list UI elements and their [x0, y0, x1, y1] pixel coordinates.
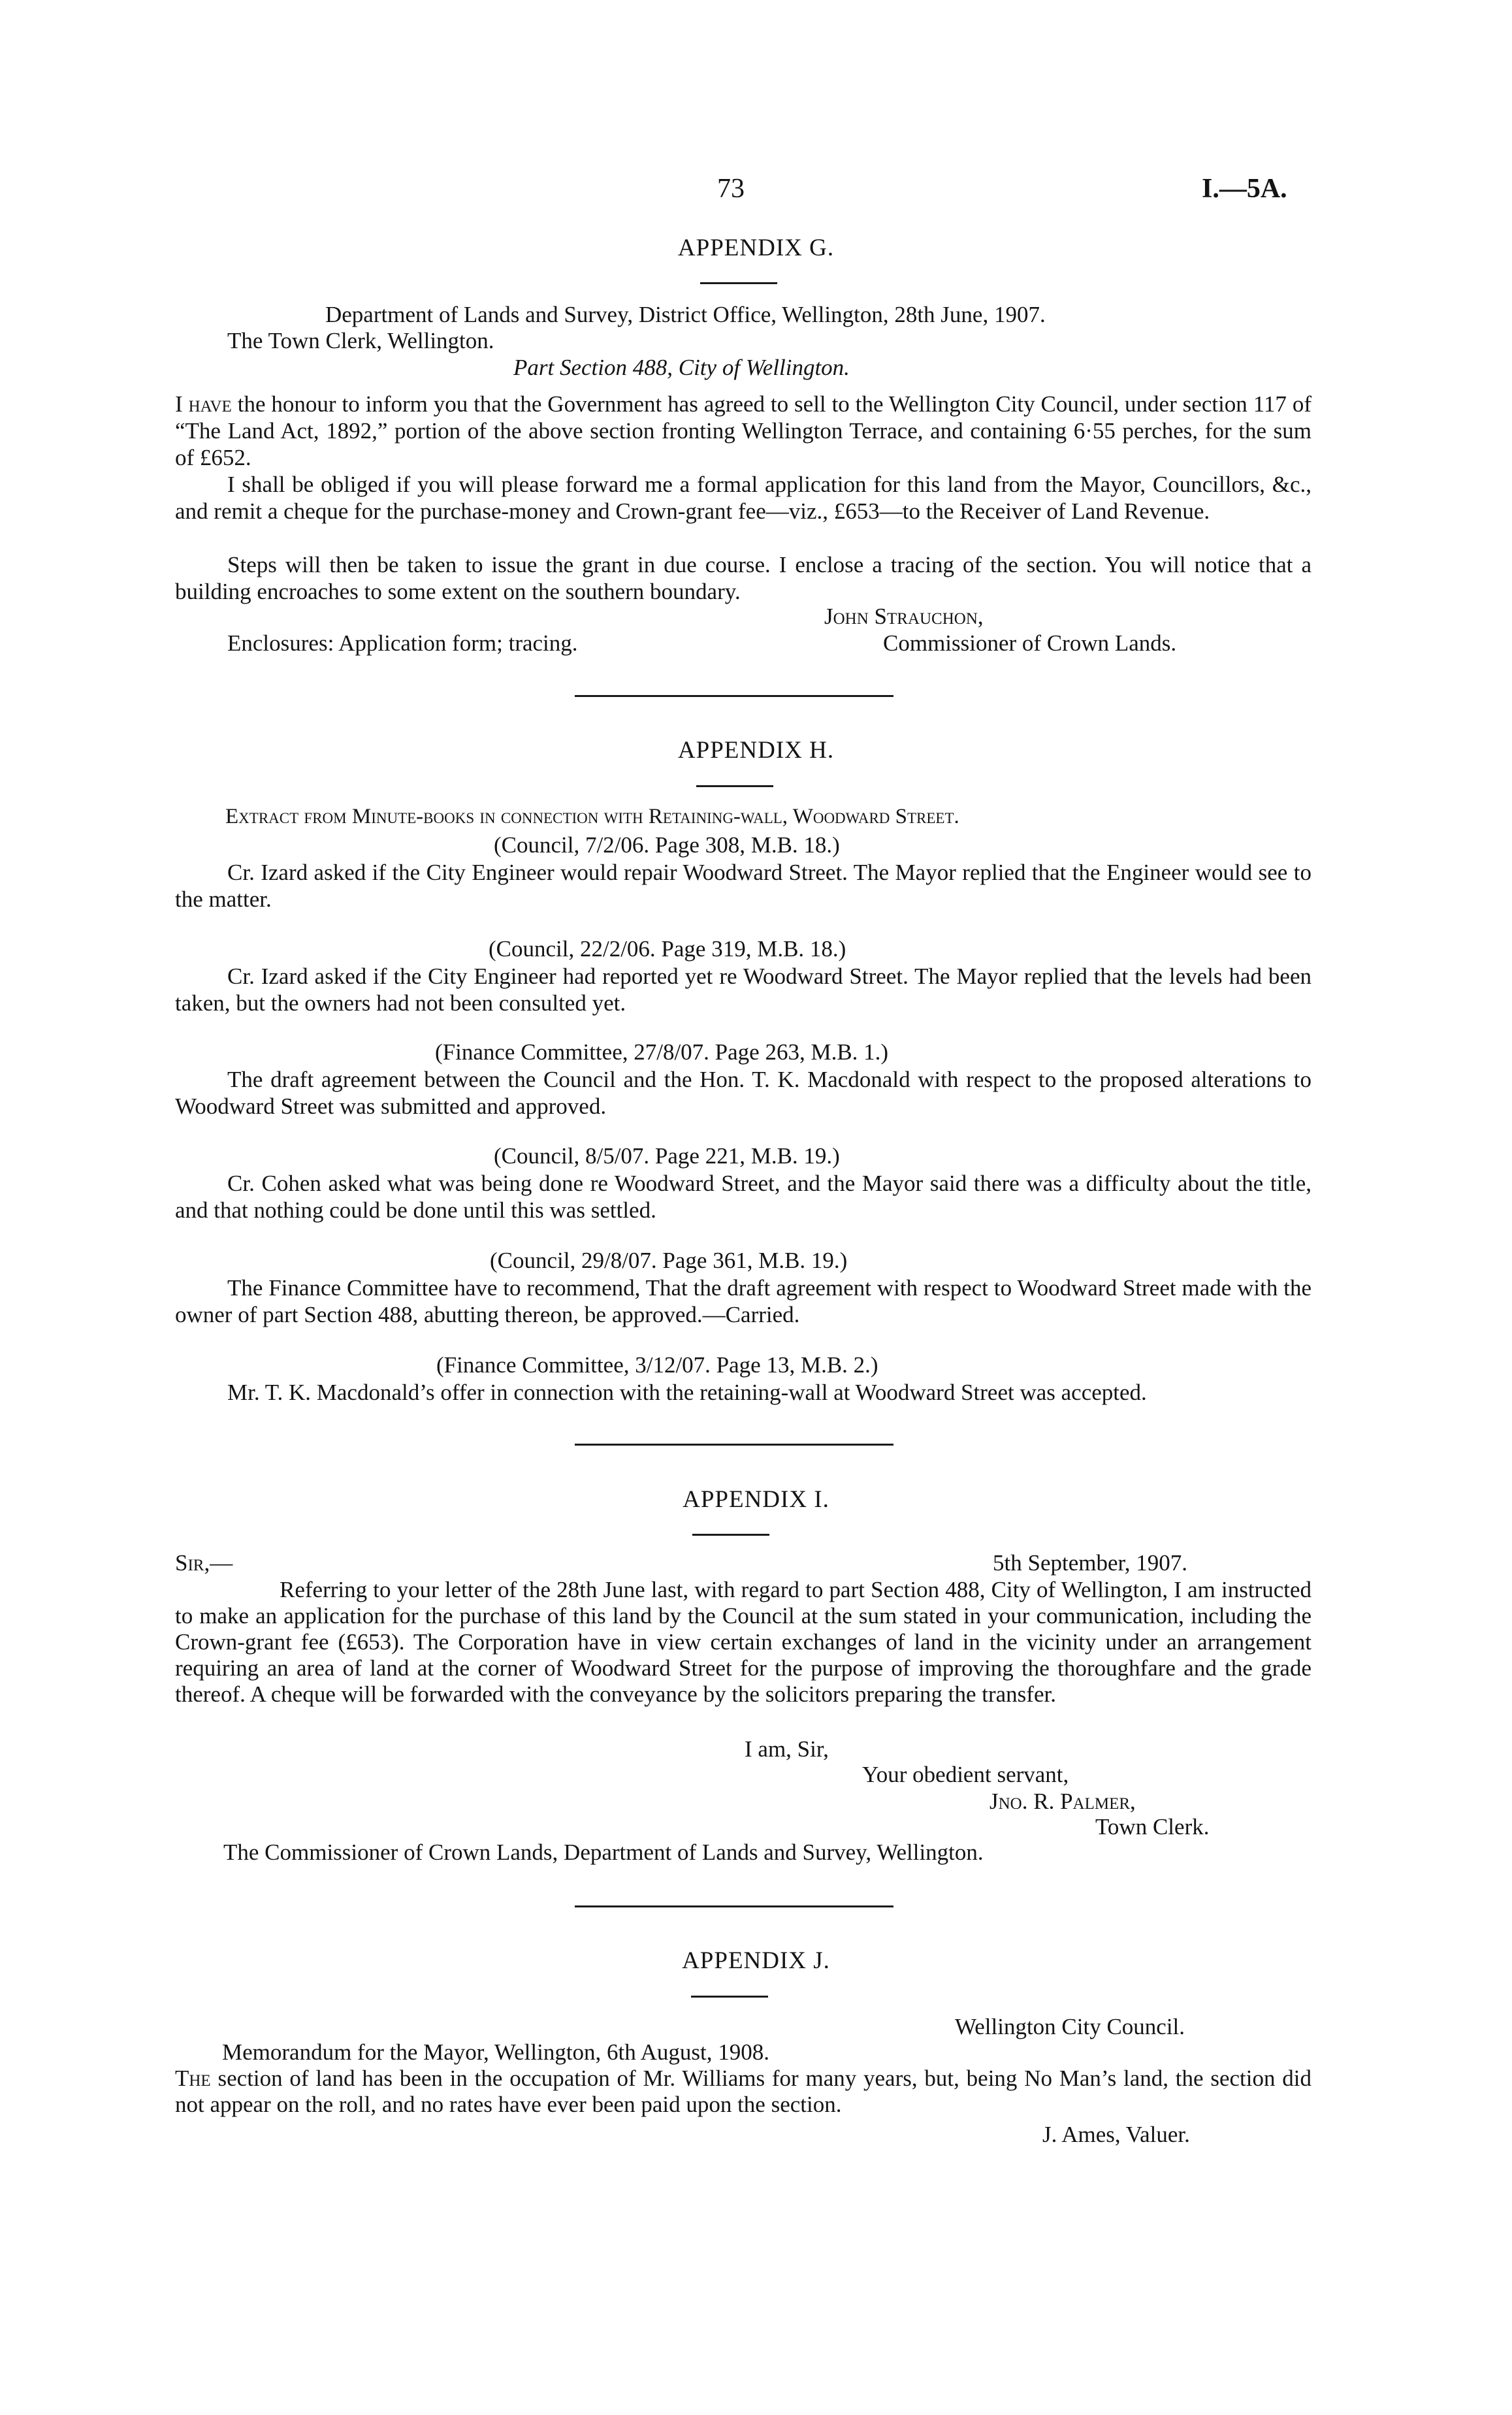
appendix-h-title: APPENDIX H. — [677, 737, 835, 764]
closing-line-1: I am, Sir, — [745, 1736, 829, 1762]
enclosures: Enclosures: Application form; tracing. — [227, 630, 578, 656]
minute-reference: (Council, 8/5/07. Page 221, M.B. 19.) — [494, 1143, 840, 1169]
addressee: The Commissioner of Crown Lands, Department of Lands and Survey, Wellington. — [223, 1840, 984, 1865]
letter-body: Referring to your letter of the 28th June last, with regard to part Section 488, City of Wellington, I am instructed to make an application for the purchase of this land by the Council at the sum stated in your communication, including the Crown-grant fee (£653). The Corporation have in view certain exchanges of land in the vicinity under an arrangement requiring an area of land at the corner of Woodward Street for the purpose of improving the thoroughfare and the grade thereof. A cheque will be forwarded with the conveyance by the solicitors preparing the transfer. — [175, 1577, 1311, 1707]
minute-entry: The draft agreement between the Council and the Hon. T. K. Macdonald with respect to the proposed alterations to Woodward Street was submitted and approved. — [175, 1067, 1311, 1119]
minute-reference: (Council, 29/8/07. Page 361, M.B. 19.) — [490, 1248, 848, 1273]
letter-paragraph-1 — [175, 391, 1311, 471]
minute-reference: (Council, 22/2/06. Page 319, M.B. 18.) — [489, 936, 846, 962]
minute-reference: (Council, 7/2/06. Page 308, M.B. 18.) — [494, 832, 840, 858]
letter-date: 5th September, 1907. — [993, 1550, 1187, 1576]
memorandum-body — [175, 2066, 1311, 2118]
valuer-signature: J. Ames, Valuer. — [1042, 2122, 1190, 2147]
appendix-g-title: APPENDIX G. — [677, 235, 835, 261]
office-name: Wellington City Council. — [955, 2014, 1185, 2039]
minute-reference: (Finance Committee, 27/8/07. Page 263, M.B. 1.) — [435, 1039, 889, 1065]
closing-line-2: Your obedient servant, — [862, 1762, 1069, 1787]
letter-paragraph-2: I shall be obliged if you will please forward me a formal application for this land from the Mayor, Councillors, &c., and remit a cheque for the purchase-money and Crown-grant fee—viz., £653—to the Receiver of Land Revenue. — [175, 472, 1311, 524]
title-rule — [691, 1996, 768, 1998]
appendix-i-title: APPENDIX I. — [683, 1486, 829, 1513]
title-rule — [700, 282, 777, 284]
minute-entry: The Finance Committee have to recommend, That the draft agreement with respect to Woodward Street made with the owner of part Section 488, abutting thereon, be approved.—Carried. — [175, 1275, 1311, 1327]
signature-name: Jno. R. Palmer, — [989, 1789, 1136, 1814]
minute-entry: Mr. T. K. Macdonald’s offer in connection with the retaining-wall at Woodward Street was accepted. — [227, 1380, 1147, 1405]
minute-entry: Cr. Cohen asked what was being done re Woodward Street, and the Mayor said there was a difficulty about the title, and that nothing could be done until this was settled. — [175, 1171, 1311, 1223]
page-number: 73 — [717, 174, 745, 204]
section-divider — [575, 1444, 893, 1446]
letter-paragraph-3: Steps will then be taken to issue the grant in due course. I enclose a tracing of the section. You will notice that a building encroaches to some extent on the southern boundary. — [175, 552, 1311, 604]
addressee: The Town Clerk, Wellington. — [227, 328, 494, 353]
dateline: Department of Lands and Survey, District Office, Wellington, 28th June, 1907. — [325, 302, 1046, 327]
subject-line: Part Section 488, City of Wellington. — [513, 355, 850, 380]
section-divider — [575, 1905, 893, 1907]
minute-entry: Cr. Izard asked if the City Engineer would repair Woodward Street. The Mayor replied that the Engineer would see to the matter. — [175, 860, 1311, 912]
section-divider — [575, 695, 893, 697]
signature-name: John Strauchon, — [824, 604, 984, 629]
signature-title: Commissioner of Crown Lands. — [883, 630, 1177, 656]
salutation: Sir,— — [175, 1550, 233, 1576]
title-rule — [696, 785, 773, 787]
title-rule — [692, 1534, 769, 1536]
paragraph-text: section of land has been in the occupation of Mr. Williams for many years, but, being No Man’s land, the section did not appear on the roll, and no rates have ever been paid upon the section. — [175, 2066, 1311, 2117]
paragraph-lead: I have — [175, 391, 232, 417]
minute-entry: Cr. Izard asked if the City Engineer had reported yet re Woodward Street. The Mayor replied that the levels had been taken, but the owners had not been consulted yet. — [175, 964, 1311, 1016]
appendix-j-title: APPENDIX J. — [682, 1947, 830, 1974]
paragraph-lead: The — [175, 2066, 211, 2091]
paragraph-text: the honour to inform you that the Government has agreed to sell to the Wellington City Council, under section 117 of “The Land Act, 1892,” portion of the above section fronting Wellington Terrace, and containing 6·55 perches, for the sum of £652. — [175, 391, 1311, 470]
signature-title: Town Clerk. — [1095, 1814, 1210, 1840]
subtitle: Extract from Minute-books in connection with Retaining-wall, Woodward Street. — [225, 805, 959, 828]
memorandum-line: Memorandum for the Mayor, Wellington, 6th August, 1908. — [222, 2039, 769, 2065]
minute-reference: (Finance Committee, 3/12/07. Page 13, M.B. 2.) — [436, 1352, 878, 1378]
document-reference: I.—5A. — [1202, 174, 1287, 204]
